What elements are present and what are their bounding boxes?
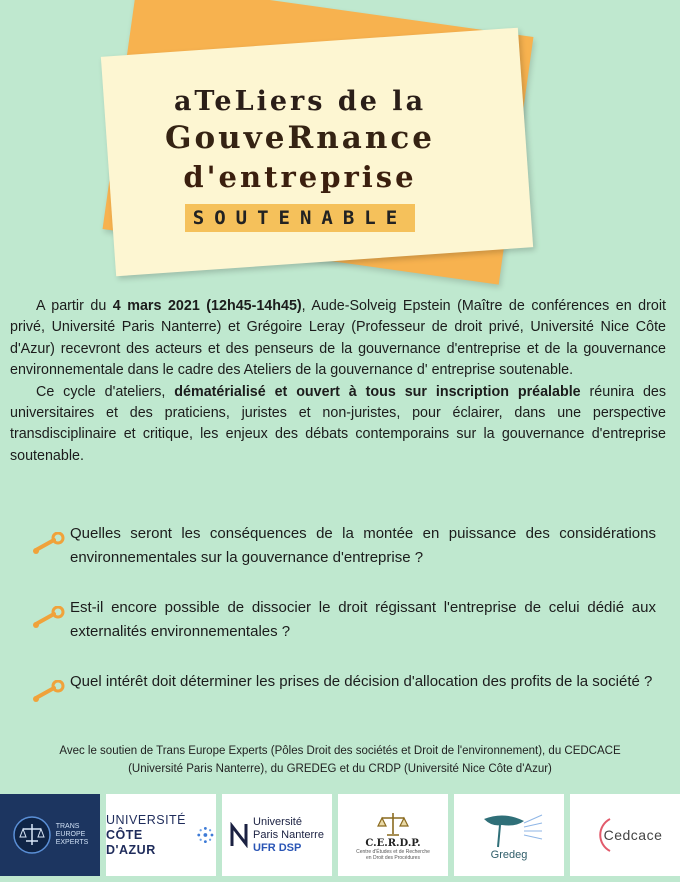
nanterre-mark-icon [230, 822, 248, 848]
title-line-3: d'entreprise [183, 159, 417, 194]
p2-text-a: Ce cycle d'ateliers, [36, 383, 175, 400]
dots-icon [195, 824, 216, 846]
question-text: Quel intérêt doit déterminer les prises de décision d'allocation des profits de la société ? [70, 673, 653, 690]
gredeg-name: Gredeg [490, 849, 528, 861]
question-item [30, 670, 656, 704]
title-line-4: SOUTENABLE [185, 204, 415, 232]
wrench-icon [30, 532, 70, 556]
paragraph-1 [10, 296, 666, 382]
gredeg-logo [454, 794, 564, 876]
tree-icon [474, 809, 544, 849]
upn-word-2: Paris Nanterre [253, 828, 324, 841]
p2-text-b: réunira des universitaires et des praticiens, juristes et non-juristes, pour éclairer, dans une perspective transdisciplinaire et critique, les enjeux des débats contemporains sur la gouvernance d'entreprise soutenable. [10, 383, 666, 464]
upn-word-1: Université [253, 815, 302, 828]
question-item [30, 596, 656, 644]
universite-cote-dazur-logo [106, 794, 216, 876]
trans-europe-experts-logo [0, 794, 100, 876]
cedcace-name: Cedcace [603, 827, 663, 843]
title-line-2: GouveRnance [165, 120, 435, 157]
question-text: Quelles seront les conséquences de la montée en puissance des considérations environnementales sur la gouvernance d'entreprise ? [70, 525, 656, 566]
balance-icon [376, 810, 410, 838]
universite-paris-nanterre-logo [222, 794, 332, 876]
support-line-2: (Université Paris Nanterre), du GREDEG et du CRDP (Université Nice Côte d'Azur) [128, 763, 552, 775]
tee-word-3: EXPERTS [55, 839, 89, 846]
upn-word-3: UFR DSP [253, 841, 302, 854]
title-block [120, 86, 480, 232]
paragraph-2 [10, 382, 666, 468]
scales-icon [12, 815, 52, 855]
wrench-icon [30, 606, 70, 630]
cerdp-name: C.E.R.D.P. [365, 837, 421, 849]
question-text: Est-il encore possible de dissocier le droit régissant l'entreprise de celui dédié aux externalités environnementales ? [70, 599, 656, 640]
p1-text-a: A partir du [36, 298, 113, 314]
wrench-icon [30, 680, 70, 704]
uca-word-1: UNIVERSITÉ [106, 812, 187, 827]
cedcace-logo [570, 794, 680, 876]
support-text [20, 742, 660, 778]
p2-emphasis: dématérialisé et ouvert à tous sur inscription préalable [174, 383, 581, 400]
p1-date: 4 mars 2021 (12h45-14h45) [112, 298, 302, 314]
uca-word-2: CÔTE D'AZUR [106, 827, 156, 857]
questions-list [30, 522, 656, 730]
tee-word-2: EUROPE [55, 831, 86, 838]
body-text [10, 296, 666, 467]
cerdp-logo [338, 794, 448, 876]
logos-strip [0, 790, 680, 878]
p1-text-b: , Aude-Solveig Epstein (Maître de conférences en droit privé, Université Paris Nanterre) et Grégoire Leray (Professeur de droit privé, Université Nice Côte d'Azur) recevront des acteurs et des penseurs de la gouvernance d'entreprise et de la gouvernance environnementale dans le cadre des Ateliers de la gouvernance d' entreprise soutenable. [10, 298, 666, 379]
question-item [30, 522, 656, 570]
cerdp-subtitle-2: en Droit des Procédures [366, 854, 420, 861]
support-line-1: Avec le soutien de Trans Europe Experts (Pôles Droit des sociétés et Droit de l'environnement), du CEDCACE [59, 745, 621, 757]
tee-word-1: TRANS [55, 823, 80, 830]
title-line-1: aTeLiers de la [173, 86, 427, 117]
cerdp-subtitle-1: Centre d'Études et de Recherche [356, 848, 430, 855]
